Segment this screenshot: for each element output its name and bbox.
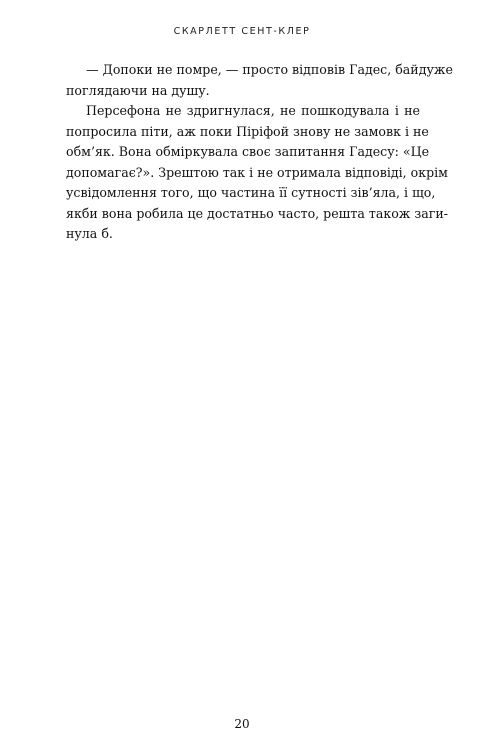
text-line: поглядаючи на душу. <box>66 82 210 98</box>
text-line: нула б. <box>66 226 113 241</box>
page-number: 20 <box>234 717 250 731</box>
text-line: якби вона робила це достатньо часто, решта також заги- <box>66 205 449 221</box>
body-text <box>66 60 453 245</box>
text-line: попросила піти, аж поки Піріфой знову не замовк і не <box>66 123 429 139</box>
text-line: допомагає?». Зрештою так і не отримала відповіді, окрім <box>66 164 448 180</box>
text-line: Персефона не здригнулася, не пошкодувала і не <box>86 103 420 118</box>
paragraph <box>66 101 449 245</box>
paragraph <box>66 60 453 101</box>
text-line: усвідомлення того, що частина її сутності зів’яла, і що, <box>66 185 436 200</box>
running-header: СКАРЛЕТТ СЕНТ-КЛЕР <box>173 26 311 37</box>
text-line: — Допоки не помре, — просто відповів Гадес, байдуже <box>86 62 453 77</box>
text-line: обм’як. Вона обміркувала своє запитання Гадесу: «Це <box>66 144 430 159</box>
